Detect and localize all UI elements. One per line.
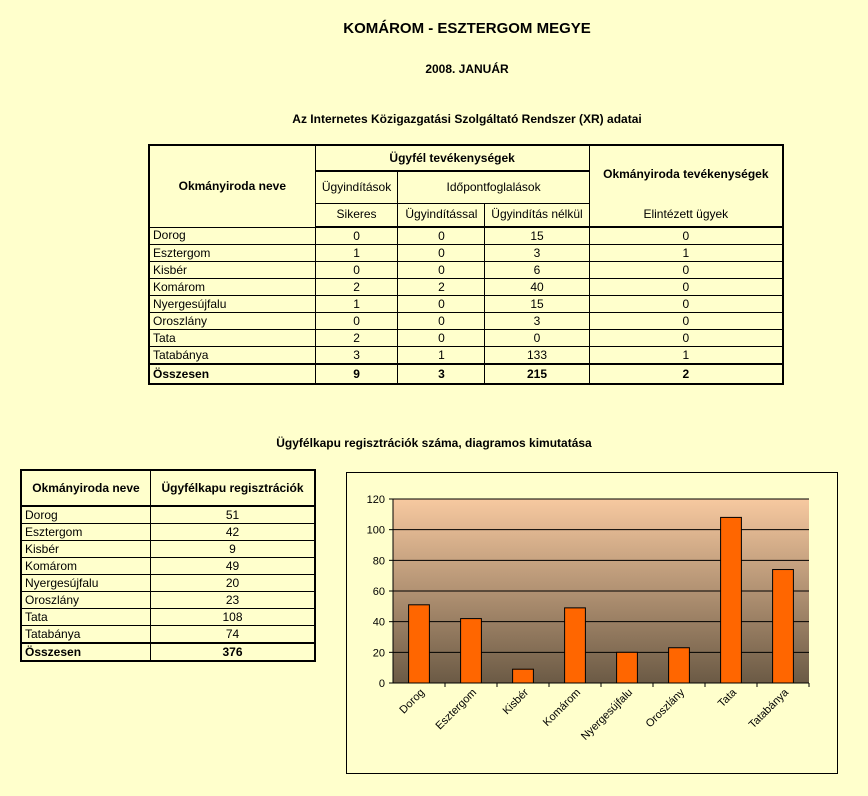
bar-tatabánya [773, 570, 794, 683]
office-name: Komárom [21, 558, 151, 575]
cell-ugyinditassal: 0 [398, 313, 485, 330]
table-row [149, 330, 783, 347]
table-row [149, 313, 783, 330]
xr-data-table [148, 144, 784, 385]
cell-registrations: 51 [151, 506, 316, 524]
cell-ugyinditassal: 0 [398, 245, 485, 262]
page-title: KOMÁROM - ESZTERGOM MEGYE [343, 20, 591, 37]
cell-sikeres: 2 [315, 330, 398, 347]
cell-elintezett: 0 [589, 313, 783, 330]
office-name: Oroszlány [21, 592, 151, 609]
cell-elintezett: 0 [589, 296, 783, 313]
cell-nelkul: 15 [485, 296, 589, 313]
y-tick-label: 20 [372, 647, 385, 660]
cell-elintezett: 0 [589, 279, 783, 296]
cell-elintezett: 1 [589, 245, 783, 262]
section1-title: Az Internetes Közigazgatási Szolgáltató Rendszer (XR) adatai [292, 112, 642, 126]
cell-ugyinditassal: 0 [398, 296, 485, 313]
cell-ugyinditassal: 0 [398, 227, 485, 245]
cell-nelkul: 15 [485, 227, 589, 245]
cell-registrations: 20 [151, 575, 316, 592]
cell-ugyinditassal: 0 [398, 262, 485, 279]
col-header-name: Okmányiroda neve [149, 145, 315, 227]
registration-table [20, 469, 316, 662]
office-name: Nyergesújfalu [149, 296, 315, 313]
cell-nelkul: 6 [485, 262, 589, 279]
table-row [21, 609, 315, 626]
col-sub-idopont: Időpontfoglalások [398, 171, 589, 203]
table-row [149, 245, 783, 262]
bar-kisbér [513, 669, 534, 683]
col-sub-ugyinditasok: Ügyindítások [315, 171, 398, 203]
bar-nyergesújfalu [617, 652, 638, 683]
chart-svg [347, 473, 837, 773]
office-name: Dorog [21, 506, 151, 524]
cell-elintezett: 0 [589, 227, 783, 245]
cell-ugyinditassal: 2 [398, 279, 485, 296]
table-row [149, 279, 783, 296]
table-row [21, 506, 315, 524]
cell-registrations: 49 [151, 558, 316, 575]
office-name: Tatabánya [21, 626, 151, 644]
registration-bar-chart [346, 472, 838, 774]
total-registrations: 376 [151, 643, 316, 661]
cell-sikeres: 0 [315, 262, 398, 279]
total-label: Összesen [21, 643, 151, 661]
office-name: Dorog [149, 227, 315, 245]
y-tick-label: 60 [372, 586, 385, 598]
x-tick-label: Kisbér [500, 686, 532, 718]
table-row [149, 227, 783, 245]
cell-ugyinditassal: 1 [398, 347, 485, 365]
cell-sikeres: 1 [315, 296, 398, 313]
cell-ugyinditassal: 0 [398, 330, 485, 347]
col-group-client: Ügyfél tevékenységek [315, 145, 589, 171]
y-tick-label: 40 [372, 616, 385, 629]
table-row [21, 524, 315, 541]
bar-esztergom [461, 619, 482, 683]
cell-nelkul: 40 [485, 279, 589, 296]
y-tick-label: 120 [366, 494, 385, 506]
x-tick-label: Tatabánya [746, 686, 792, 732]
x-tick-label: Komárom [540, 686, 584, 729]
cell-elintezett: 0 [589, 262, 783, 279]
table-row [21, 592, 315, 609]
total-label: Összesen [149, 364, 315, 384]
cell-sikeres: 2 [315, 279, 398, 296]
table-row [21, 558, 315, 575]
cell-elintezett: 0 [589, 330, 783, 347]
cell-registrations: 108 [151, 609, 316, 626]
bar-oroszlány [669, 648, 690, 683]
y-tick-label: 100 [366, 524, 385, 537]
cell-nelkul: 133 [485, 347, 589, 365]
total-nelkul: 215 [485, 364, 589, 384]
office-name: Kisbér [21, 541, 151, 558]
office-name: Kisbér [149, 262, 315, 279]
cell-nelkul: 0 [485, 330, 589, 347]
total-sikeres: 9 [315, 364, 398, 384]
table-row [149, 347, 783, 365]
office-name: Tata [149, 330, 315, 347]
cell-sikeres: 1 [315, 245, 398, 262]
x-tick-label: Dorog [397, 686, 428, 717]
col-header-name: Okmányiroda neve [21, 470, 151, 506]
office-name: Komárom [149, 279, 315, 296]
page-subtitle-date: 2008. JANUÁR [425, 62, 509, 76]
col-group-office: Okmányiroda tevékenységek [589, 145, 783, 203]
col-sikeres: Sikeres [315, 203, 398, 227]
table-row [21, 541, 315, 558]
bar-dorog [409, 605, 430, 683]
cell-nelkul: 3 [485, 245, 589, 262]
cell-sikeres: 0 [315, 313, 398, 330]
cell-registrations: 42 [151, 524, 316, 541]
table-row [149, 296, 783, 313]
col-nelkul: Ügyindítás nélkül [485, 203, 589, 227]
x-tick-label: Esztergom [433, 686, 480, 733]
x-tick-label: Tata [715, 686, 740, 710]
x-tick-label: Nyergesújfalu [579, 686, 636, 743]
bar-tata [721, 517, 742, 683]
office-name: Esztergom [21, 524, 151, 541]
table-row [21, 575, 315, 592]
table-row [21, 626, 315, 644]
col-ugyinditassal: Ügyindítással [398, 203, 485, 227]
col-header-registrations: Ügyfélkapu regisztrációk [151, 470, 316, 506]
cell-sikeres: 0 [315, 227, 398, 245]
cell-registrations: 23 [151, 592, 316, 609]
cell-registrations: 74 [151, 626, 316, 644]
cell-sikeres: 3 [315, 347, 398, 365]
office-name: Oroszlány [149, 313, 315, 330]
bar-komárom [565, 608, 586, 683]
office-name: Esztergom [149, 245, 315, 262]
cell-nelkul: 3 [485, 313, 589, 330]
office-name: Tatabánya [149, 347, 315, 365]
section2-title: Ügyfélkapu regisztrációk száma, diagramos kimutatása [276, 436, 592, 450]
cell-elintezett: 1 [589, 347, 783, 365]
total-elintezett: 2 [589, 364, 783, 384]
total-ugyinditassal: 3 [398, 364, 485, 384]
table-row [149, 262, 783, 279]
col-elintezett: Elintézett ügyek [589, 203, 783, 227]
y-tick-label: 0 [378, 678, 385, 690]
office-name: Nyergesújfalu [21, 575, 151, 592]
y-tick-label: 80 [372, 555, 385, 568]
office-name: Tata [21, 609, 151, 626]
x-tick-label: Oroszlány [643, 686, 688, 731]
cell-registrations: 9 [151, 541, 316, 558]
